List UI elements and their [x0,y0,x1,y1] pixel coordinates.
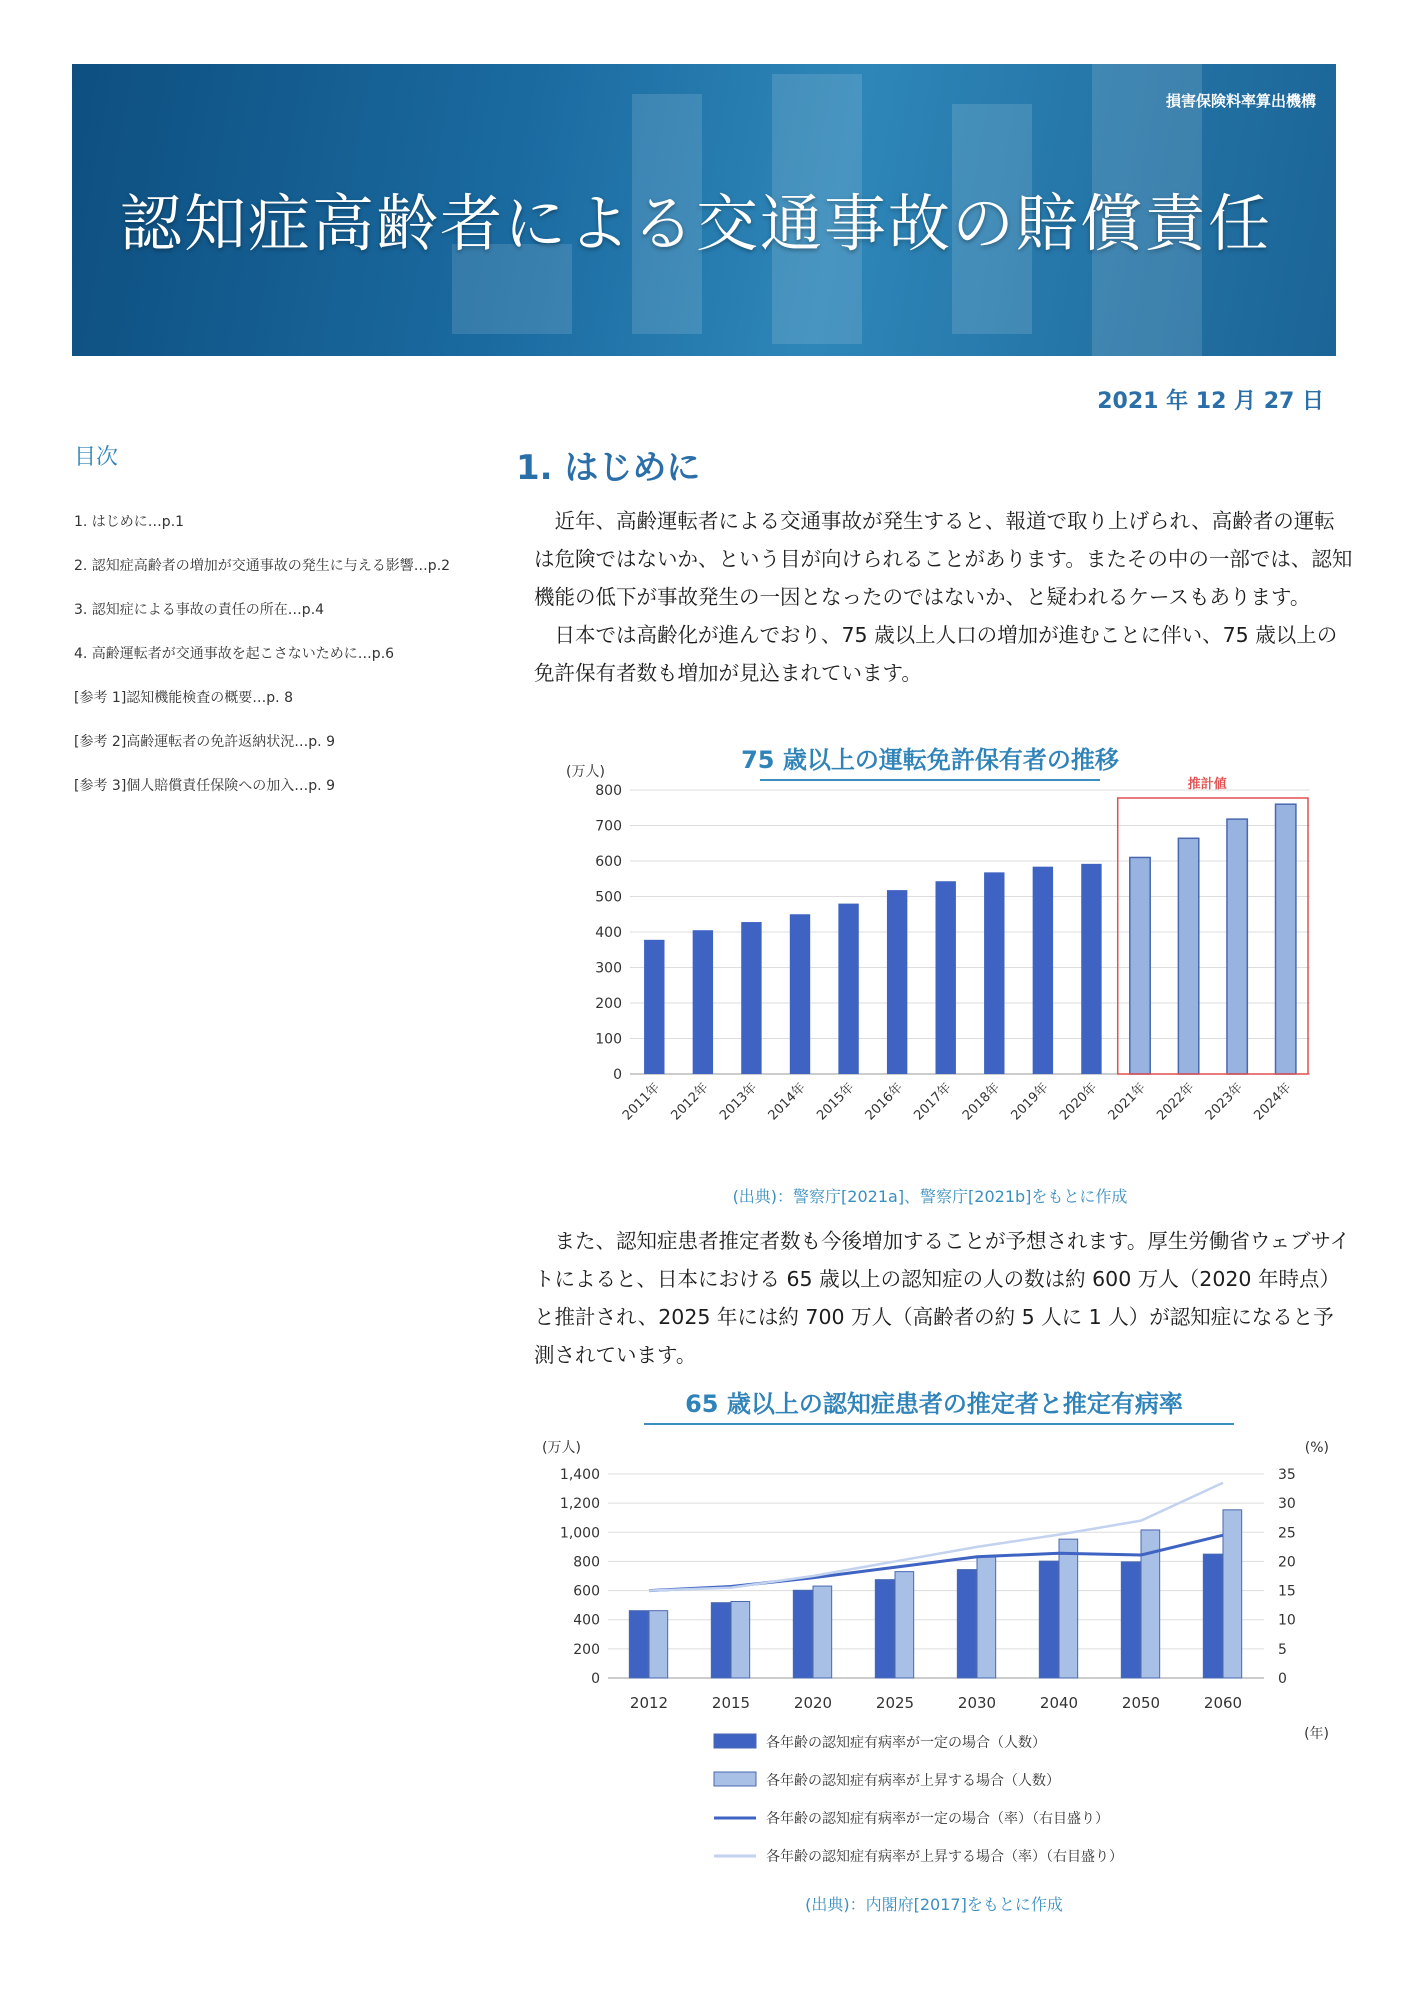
bar [957,1570,976,1678]
y-tick-label: 200 [595,996,622,1012]
bar [693,930,713,1074]
chart-title: 65 歳以上の認知症患者の推定者と推定有病率 [685,1390,1183,1418]
chart-source: (出典)：内閣府[2017]をもとに作成 [805,1895,1063,1914]
x-tick-label: 2023年 [1202,1080,1246,1124]
x-tick-label: 2018年 [959,1080,1004,1124]
bar [1223,1510,1242,1678]
paragraph: 近年、高齢運転者による交通事故が発生すると、報道で取り上げられ、高齢者の運転は危険ではないか、という目が向けられることがあります。またその中の一部では、認知機能の低下が事故発生の一因となったのではないか、と疑われるケースもあります。 [534,509,1353,609]
bar [984,872,1004,1074]
y-tick-label: 700 [595,818,622,835]
y-tick-label: 400 [595,925,622,941]
bar [875,1580,894,1678]
x-tick-label: 2017年 [911,1080,955,1124]
x-tick-label: 2015年 [814,1080,858,1124]
x-tick-label: 2022年 [1154,1080,1198,1124]
bar [1039,1561,1058,1678]
chart-title: 75 歳以上の運転免許保有者の推移 [741,746,1119,774]
x-tick-label: 2016年 [862,1080,906,1124]
chart-source: (出典)：警察庁[2021a]、警察庁[2021b]をもとに作成 [732,1187,1128,1206]
bar [887,890,907,1074]
organization-name: 損害保険料率算出機構 [1165,92,1316,110]
bar [1203,1554,1222,1678]
toc-item[interactable]: 2. 認知症高齢者の増加が交通事故の発生に与える影響…p.2 [74,558,451,574]
x-axis-unit: (年) [1304,1726,1329,1742]
bar [977,1557,996,1678]
bar [1033,867,1053,1074]
x-tick-label: 2020年 [1057,1080,1101,1124]
toc-item[interactable]: 1. はじめに…p.1 [74,514,185,530]
x-tick-label: 2060 [1203,1694,1243,1712]
toc-item[interactable]: [参考 2]高齢運転者の免許返納状況…p. 9 [74,734,335,750]
x-tick-label: 2020 [793,1694,833,1712]
y-left-tick-label: 800 [573,1554,600,1571]
x-tick-label: 2011年 [619,1080,664,1124]
toc-item[interactable]: [参考 3]個人賠償責任保険への加入…p. 9 [74,778,335,794]
toc-item[interactable]: [参考 1]認知機能検査の概要…p. 8 [74,690,293,706]
x-tick-label: 2012 [629,1694,669,1712]
bar [629,1611,648,1678]
y-left-tick-label: 400 [573,1612,600,1629]
legend-label: 各年齢の認知症有病率が一定の場合（率）（右目盛り） [766,1811,1109,1827]
publication-date: 2021 年 12 月 27 日 [1097,389,1324,414]
bar [711,1603,730,1678]
y-right-tick-label: 0 [1278,1671,1287,1687]
y-left-tick-label: 1,400 [559,1467,600,1483]
x-tick-label: 2025 [875,1694,915,1712]
bar [936,881,956,1074]
y-tick-label: 500 [595,889,622,906]
y-tick-label: 100 [595,1031,622,1048]
y-left-tick-label: 1,000 [559,1525,600,1542]
bar [1130,857,1150,1074]
section-heading: 1. はじめに [516,448,701,488]
y-right-tick-label: 35 [1278,1467,1296,1483]
legend-label: 各年齢の認知症有病率が上昇する場合（人数） [766,1773,1060,1789]
legend-label: 各年齢の認知症有病率が上昇する場合（率）（右目盛り） [766,1849,1123,1865]
y-left-tick-label: 0 [591,1671,600,1687]
bar [731,1602,750,1679]
y-right-tick-label: 30 [1278,1496,1296,1513]
y-tick-label: 300 [595,960,622,977]
legend-label: 各年齢の認知症有病率が一定の場合（人数） [766,1735,1046,1751]
paragraph: 日本では高齢化が進んでおり、75 歳以上人口の増加が進むことに伴い、75 歳以上の免許保有者数も増加が見込まれています。 [534,623,1338,685]
x-tick-label: 2040 [1039,1694,1079,1712]
bar [790,914,810,1074]
x-tick-label: 2050 [1121,1694,1161,1712]
y-axis-unit: (万人) [566,764,605,780]
y-tick-label: 600 [595,854,622,870]
y-tick-label: 0 [613,1067,622,1083]
dementia-text [534,1222,1354,1374]
x-tick-label: 2019年 [1008,1080,1052,1124]
bar [644,940,664,1074]
y-left-tick-label: 600 [573,1583,600,1600]
bar [1081,864,1101,1074]
y-axis-left-unit: (万人) [542,1440,581,1456]
header-banner [72,64,1336,356]
y-right-tick-label: 5 [1278,1641,1287,1658]
y-tick-label: 800 [595,783,622,799]
x-tick-label: 2013年 [717,1080,761,1124]
bar [1227,819,1247,1074]
y-axis-right-unit: (%) [1304,1440,1329,1456]
page-title: 認知症高齢者による交通事故の賠償責任 [120,187,1273,260]
legend-swatch [714,1734,756,1748]
x-tick-label: 2014年 [765,1080,809,1124]
y-right-tick-label: 10 [1278,1612,1296,1629]
legend-swatch [714,1772,756,1786]
x-tick-label: 2021年 [1105,1080,1149,1124]
y-right-tick-label: 25 [1278,1525,1296,1542]
bar [1276,804,1296,1074]
bar [895,1572,914,1678]
toc-item[interactable]: 3. 認知症による事故の責任の所在…p.4 [74,602,325,618]
bar [649,1611,668,1678]
paragraph: また、認知症患者推定者数も今後増加することが予想されます。厚生労働省ウェブサイトによると、日本における 65 歳以上の認知症の人の数は約 600 万人（2020 年時点）と推計され、2025 年には約 700 万人（高齢者の約 5 人に 1 人）が認知症になると予測されています。 [534,1229,1351,1367]
license-holders-chart [560,740,1340,1210]
bar [741,922,761,1074]
dementia-estimate-chart [534,1378,1354,1918]
x-tick-label: 2012年 [668,1080,712,1124]
y-left-tick-label: 1,200 [559,1496,600,1513]
bar [813,1586,832,1678]
intro-text [534,502,1354,692]
bar [1059,1539,1078,1678]
estimate-label: 推計値 [1187,777,1227,792]
y-right-tick-label: 20 [1278,1554,1296,1571]
bar [793,1590,812,1678]
bar [1121,1562,1140,1678]
table-of-contents [74,508,464,816]
y-left-tick-label: 200 [573,1641,600,1658]
x-tick-label: 2030 [957,1694,997,1712]
toc-title: 目次 [74,445,119,470]
y-right-tick-label: 15 [1278,1583,1296,1600]
x-tick-label: 2015 [711,1694,751,1712]
toc-item[interactable]: 4. 高齢運転者が交通事故を起こさないために…p.6 [74,646,395,662]
bar [1178,838,1198,1074]
bar [838,904,858,1074]
x-tick-label: 2024年 [1251,1080,1295,1124]
